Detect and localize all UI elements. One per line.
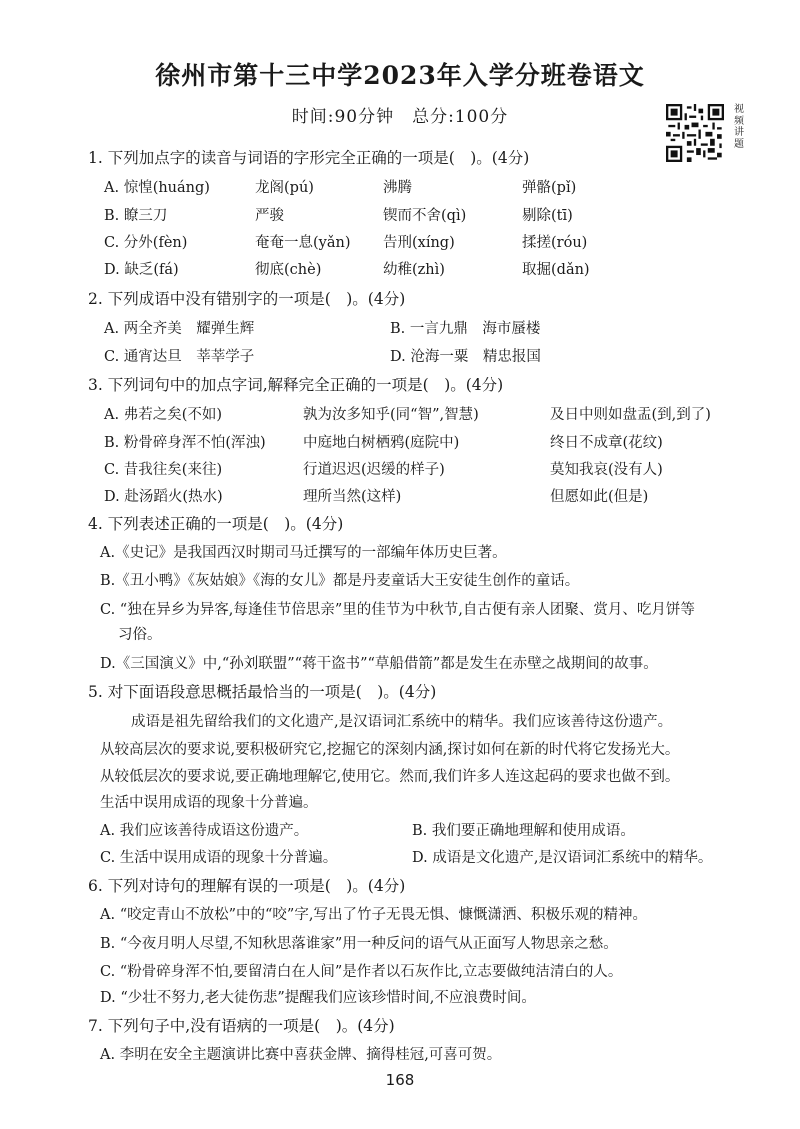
question-2-stem: 2. 下列成语中没有错别字的一项是( )。(4分) xyxy=(88,290,406,308)
q1-option-d-word-2: 彻底(chè) xyxy=(255,262,322,278)
question-7-stem: 7. 下列句子中,没有语病的一项是( )。(4分) xyxy=(88,1017,395,1035)
q6-option-a: A. “咬定青山不放松”中的“咬”字,写出了竹子无畏无惧、慷慨潇洒、积极乐观的精神。 xyxy=(100,907,647,923)
q4-option-c: C. “独在异乡为异客,每逢佳节倍思亲”里的佳节为中秋节,自古便有亲人团聚、赏月、吃月饼等 xyxy=(100,602,695,618)
q6-option-d: D. “少壮不努力,老大徒伤悲”提醒我们应该珍惜时间,不应浪费时间。 xyxy=(100,990,536,1006)
q1-option-c-word-3: 告刑(xíng) xyxy=(383,235,455,251)
q1-option-b-word-2: 严骏 xyxy=(255,208,284,224)
exam-time-score: 时间:90分钟 总分:100分 xyxy=(291,107,509,127)
q3-option-a: A. 弗若之矣(不如) xyxy=(104,407,223,423)
page-number: 168 xyxy=(385,1071,415,1089)
q1-option-a-word-2: 龙阁(pú) xyxy=(255,180,314,196)
question-3-stem: 3. 下列词句中的加点字词,解释完全正确的一项是( )。(4分) xyxy=(88,376,504,394)
q4-option-d: D.《三国演义》中,“孙刘联盟”“蒋干盗书”“草船借箭”都是发生在赤壁之战期间的故事。 xyxy=(100,656,658,672)
q1-option-c-word-2: 奄奄一息(yǎn) xyxy=(255,235,351,251)
q1-option-b: B. 瞭三刀 xyxy=(104,208,168,224)
qr-code-icon[interactable] xyxy=(666,104,724,162)
q6-option-b: B. “今夜月明人尽望,不知秋思落谁家”用一种反问的语气从正面写人物思亲之愁。 xyxy=(100,936,618,952)
q3-option-b-item-3: 终日不成章(花纹) xyxy=(550,435,663,451)
q3-option-d: D. 赴汤蹈火(热水) xyxy=(104,489,223,505)
q2-option-d: D. 沧海一粟 精忠报国 xyxy=(390,349,541,365)
q5-passage-line-4: 生活中误用成语的现象十分普遍。 xyxy=(100,795,318,811)
q5-passage-line-3: 从较低层次的要求说,要正确地理解它,使用它。然而,我们许多人连这起码的要求也做不到。 xyxy=(100,769,680,785)
q1-option-a: A. 惊惶(huáng) xyxy=(104,180,210,196)
q7-option-a: A. 李明在安全主题演讲比赛中喜获金牌、摘得桂冠,可喜可贺。 xyxy=(100,1047,502,1063)
q5-option-c: C. 生活中误用成语的现象十分普遍。 xyxy=(100,850,338,866)
q3-option-c-item-3: 莫知我哀(没有人) xyxy=(550,462,663,478)
qr-code-label: 视频讲题 xyxy=(734,104,744,150)
q6-option-c: C. “粉骨碎身浑不怕,要留清白在人间”是作者以石灰作比,立志要做纯洁清白的人。 xyxy=(100,964,623,980)
q4-option-a: A.《史记》是我国西汉时期司马迁撰写的一部编年体历史巨著。 xyxy=(100,545,507,561)
q1-option-c-word-4: 揉搓(róu) xyxy=(522,235,588,251)
q2-option-c: C. 通宵达旦 莘莘学子 xyxy=(104,349,255,365)
q5-passage-line-2: 从较高层次的要求说,要积极研究它,挖掘它的深刻内涵,探讨如何在新的时代将它发扬光大。 xyxy=(100,742,680,758)
q4-option-c-continued: 习俗。 xyxy=(118,627,162,643)
q3-option-d-item-3: 但愿如此(但是) xyxy=(550,489,649,505)
q1-option-d-word-3: 幼稚(zhì) xyxy=(383,262,445,278)
q5-option-a: A. 我们应该善待成语这份遗产。 xyxy=(100,823,309,839)
q5-option-d: D. 成语是文化遗产,是汉语词汇系统中的精华。 xyxy=(412,850,713,866)
q1-option-d: D. 缺乏(fá) xyxy=(104,262,179,278)
question-1-stem: 1. 下列加点字的读音与词语的字形完全正确的一项是( )。(4分) xyxy=(88,149,530,167)
question-5-stem: 5. 对下面语段意思概括最恰当的一项是( )。(4分) xyxy=(88,683,437,701)
q3-option-c: C. 昔我往矣(来往) xyxy=(104,462,223,478)
q1-option-a-word-4: 弹骼(pǐ) xyxy=(522,180,577,196)
q2-option-a: A. 两全齐美 耀弹生辉 xyxy=(104,321,255,337)
q4-option-b: B.《丑小鸭》《灰姑娘》《海的女儿》都是丹麦童话大王安徒生创作的童话。 xyxy=(100,573,580,589)
q2-option-b: B. 一言九鼎 海市蜃楼 xyxy=(390,321,541,337)
q1-option-c: C. 分外(fèn) xyxy=(104,235,188,251)
q1-option-b-word-3: 锲而不舍(qì) xyxy=(383,208,467,224)
q3-option-d-item-2: 理所当然(这样) xyxy=(303,489,402,505)
question-4-stem: 4. 下列表述正确的一项是( )。(4分) xyxy=(88,515,344,533)
q3-option-b: B. 粉骨碎身浑不怕(浑浊) xyxy=(104,435,266,451)
page-title: 徐州市第十三中学2023年入学分班卷语文 xyxy=(155,61,645,90)
q1-option-d-word-4: 取掘(dǎn) xyxy=(522,262,590,278)
q3-option-a-item-2: 孰为汝多知乎(同“智”,智慧) xyxy=(303,407,479,423)
q3-option-a-item-3: 及日中则如盘盂(到,到了) xyxy=(550,407,711,423)
q5-passage-line-1: 成语是祖先留给我们的文化遗产,是汉语词汇系统中的精华。我们应该善待这份遗产。 xyxy=(131,714,673,730)
q3-option-c-item-2: 行道迟迟(迟缓的样子) xyxy=(303,462,445,478)
q3-option-b-item-2: 中庭地白树栖鸦(庭院中) xyxy=(303,435,460,451)
q5-option-b: B. 我们要正确地理解和使用成语。 xyxy=(412,823,635,839)
q1-option-a-word-3: 沸腾 xyxy=(383,180,412,196)
question-6-stem: 6. 下列对诗句的理解有误的一项是( )。(4分) xyxy=(88,877,406,895)
q1-option-b-word-4: 剔除(tī) xyxy=(522,208,573,224)
